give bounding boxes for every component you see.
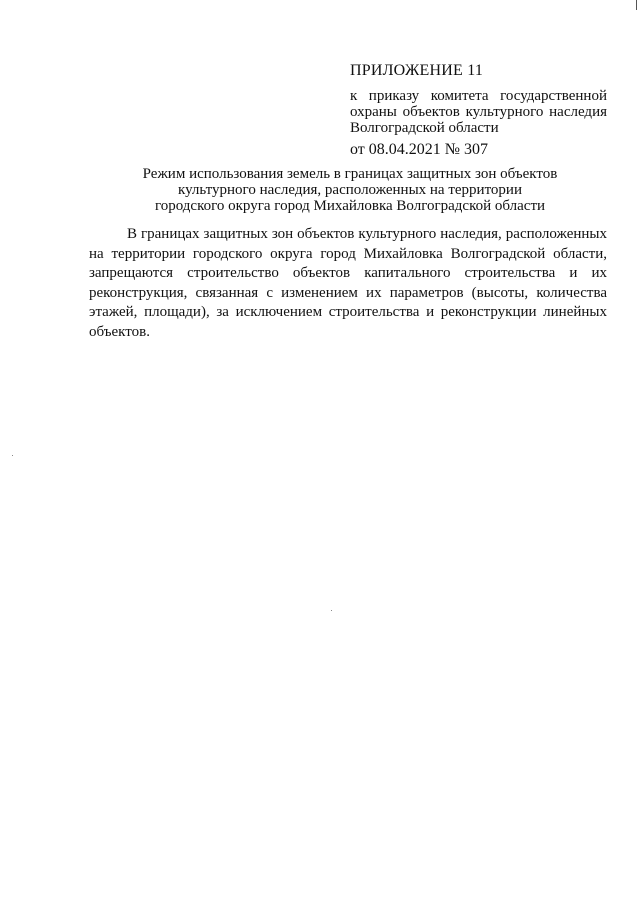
- body-paragraph: В границах защитных зон объектов культурного наследия, расположенных на территории городского округа город Михайловка Волгоградской области, запрещаются строительство объектов капитального строительства и их реконструкция, связанная с изменением их параметров (высоты, количества этажей, площади), за исключением строительства и реконструкции линейных объектов.: [89, 226, 607, 340]
- appendix-title: ПРИЛОЖЕНИЕ 11: [350, 62, 484, 79]
- heading-line: культурного наследия, расположенных на территории: [178, 182, 522, 198]
- scan-speck: [12, 455, 13, 456]
- heading-line: городского округа город Михайловка Волгоградской области: [154, 198, 546, 214]
- scan-mark: [636, 0, 637, 10]
- heading-line: Режим использования земель в границах защитных зон объектов: [142, 166, 558, 182]
- scan-speck: [331, 610, 332, 611]
- appendix-date: от 08.04.2021 № 307: [350, 141, 489, 158]
- document-heading: [120, 166, 580, 214]
- appendix-reference: к приказу комитета государственной охраны объектов культурного наследия Волгоградской области: [350, 88, 607, 136]
